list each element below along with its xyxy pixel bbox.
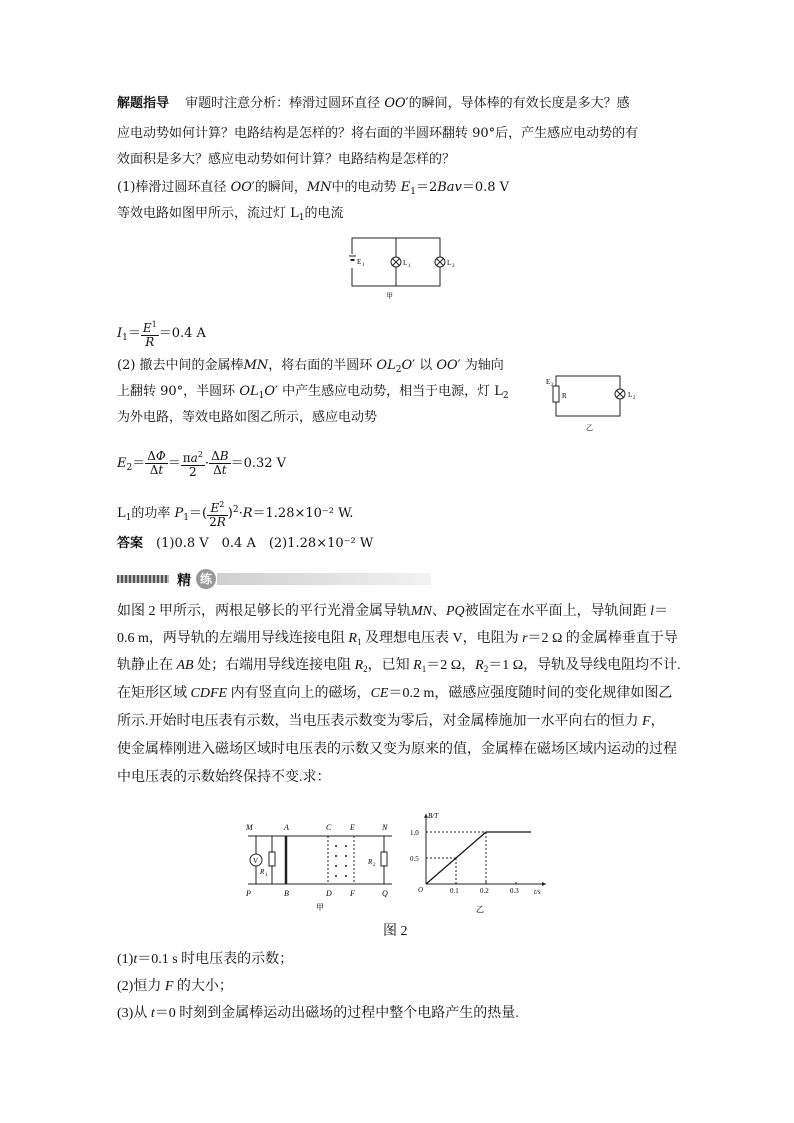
svg-text:2: 2 [452, 264, 455, 269]
svg-text:R: R [368, 858, 373, 866]
y-tick-label: 0.5 [410, 855, 419, 863]
problem-line-7: 中电压表的示数始终保持不变.求： [117, 770, 331, 785]
rails-diagram [240, 818, 404, 914]
analysis-line-3: 效面积是多大？感应电动势如何计算？电路结构是怎样的？ [117, 152, 456, 167]
problem-line-4: 在矩形区域 CDFE 内有竖直向上的磁场，CE＝0.2 m，磁感应强度随时间的变化规律如图乙 [117, 686, 673, 701]
circuit-diagram-jia [348, 234, 458, 304]
question-1: (1)t＝0.1 s 时电压表的示数； [117, 952, 294, 967]
answer-label: 答案 [117, 536, 144, 551]
banner-title: 精 [177, 573, 191, 589]
part2-line-2: 上翻转 90°，半圆环 $OL_1O'$ 中产生感应电动势，相当于电源，灯 $L_2$ [117, 384, 509, 401]
svg-text:B: B [284, 889, 289, 898]
svg-text:L: L [628, 391, 633, 399]
x-tick-label: 0.2 [480, 887, 489, 895]
x-tick-label: 0.1 [450, 887, 459, 895]
origin-label: O [418, 886, 424, 894]
svg-text:R: R [562, 392, 567, 400]
problem-line-3: 轨静止在 AB 处；右端用导线连接电阻 $R_2$，已知 $R_1=2$ Ω，$R_2=1$ Ω，导轨及导线电阻均不计. [117, 658, 681, 674]
problem-line-6: 使金属棒刚进入磁场区域时电压表的示数又变为原来的值，金属棒在磁场区域内运动的过程 [117, 742, 677, 757]
circuit-diagram-yi [546, 368, 656, 434]
svg-text:E: E [350, 823, 355, 832]
svg-text:C: C [326, 823, 332, 832]
part2-power-eq: $L_1$的功率 $P_1=$( $\frac{E^2}{2R}$ )$^2$·R＝1.28×10⁻² W. [117, 500, 354, 529]
svg-text:1: 1 [408, 264, 411, 269]
svg-text:Q: Q [382, 889, 388, 898]
answer-line: 答案 (1)0.8 V 0.4 A (2)1.28×10⁻² W [117, 536, 374, 551]
analysis-heading: 解题指导 [117, 96, 170, 111]
svg-text:1: 1 [362, 263, 365, 268]
svg-text:1: 1 [265, 873, 268, 878]
part2-line-1: (2) 撤去中间的金属棒MN，将右面的半圆环 $OL_2O'$ 以 OO′ 为轴向 [117, 358, 504, 375]
analysis-line-1: 解题指导 审题时注意分析：棒滑过圆环直径 OO′的瞬间，导体棒的有效长度是多大？感 [117, 96, 630, 111]
svg-text:D: D [326, 889, 332, 898]
svg-text:E: E [546, 378, 551, 386]
figure-caption: 图 2 [383, 924, 408, 939]
part2-line-3: 为外电路，等效电路如图乙所示，感应电动势 [117, 410, 378, 425]
svg-text:P: P [246, 889, 251, 898]
problem-line-1: 如图 2 甲所示，两根足够长的平行光滑金属导轨MN、PQ被固定在水平面上，导轨间距 l＝ [117, 604, 669, 619]
x-axis-arrow [542, 882, 546, 886]
series-line [426, 832, 531, 884]
problem-line-5: 所示.开始时电压表有示数，当电压表示数变为零后，对金属棒施加一水平向右的恒力 F， [117, 714, 665, 729]
svg-text:E: E [357, 258, 362, 266]
svg-text:2: 2 [373, 863, 376, 868]
chart-label: 乙 [476, 905, 484, 914]
svg-text:F: F [350, 889, 355, 898]
svg-text:2: 2 [633, 396, 636, 401]
svg-text:R: R [260, 868, 265, 876]
svg-text:L: L [447, 259, 452, 267]
svg-text:V: V [253, 857, 259, 865]
b-t-chart [408, 810, 560, 916]
svg-text:L: L [403, 259, 408, 267]
circuit-jia-label: 甲 [386, 292, 393, 300]
svg-text:M: M [246, 823, 253, 832]
part1-line-2: 等效电路如图甲所示，流过灯 $L_1$的电流 [117, 206, 344, 223]
part2-emf-eq: $E_2=$ $\frac{\Delta\Phi}{\Delta t}$ ＝ $\frac{\pi a^2}{2}$ · $\frac{\Delta B}{\Delta t}$ ＝0.32 V [117, 449, 287, 479]
rails-diagram-label: 甲 [316, 903, 324, 912]
question-3: (3)从 t＝0 时刻到金属棒运动出磁场的过程中整个电路产生的热量. [117, 1006, 519, 1021]
svg-text:A: A [284, 823, 289, 832]
svg-text:N: N [382, 823, 388, 832]
part1-line-1: (1)棒滑过圆环直径 OO′的瞬间，MN中的电动势 $E_1=2Bav=0.8$ V [117, 180, 510, 197]
question-2: (2)恒力 F 的大小； [117, 979, 233, 994]
banner-circle-icon: 练 [196, 569, 216, 589]
part1-current-eq: $I_1=$ $\frac{E^1}{R}$ ＝0.4 A [117, 320, 206, 349]
svg-text:2: 2 [551, 383, 554, 388]
circuit-yi-label: 乙 [586, 424, 593, 432]
x-axis-label: t/s [534, 888, 541, 896]
practice-banner [117, 570, 431, 588]
y-axis-label: B/T [428, 811, 439, 820]
y-tick-label: 1.0 [410, 829, 419, 837]
problem-line-2: 0.6 m，两导轨的左端用导线连接电阻 $R_1$ 及理想电压表 V，电阻为 r＝2 Ω 的金属棒垂直于导 [117, 631, 678, 647]
x-tick-label: 0.3 [510, 887, 519, 895]
analysis-line-2: 应电动势如何计算？电路结构是怎样的？将右面的半圆环翻转 90°后，产生感应电动势的有 [117, 126, 639, 141]
